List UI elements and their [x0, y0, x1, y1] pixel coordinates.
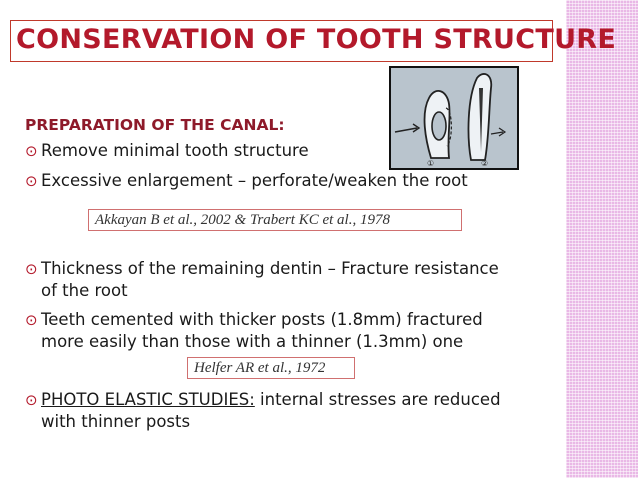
photo-elastic-heading: PHOTO ELASTIC STUDIES:: [41, 390, 255, 409]
bullet-text: [25, 389, 501, 411]
bullet-text-rest: internal stresses are reduced: [254, 390, 501, 409]
tooth-post-diagram-icon: [389, 66, 519, 170]
bullet-text-continued: with thinner posts: [41, 412, 191, 431]
bullet-text: Teeth cemented with thicker posts (1.8mm) fractured: [41, 310, 483, 329]
bullet-text: Excessive enlargement – perforate/weaken the root: [41, 171, 468, 190]
tooth-diagram-svg: [391, 68, 517, 168]
bullet-marker: ⊙: [25, 142, 38, 160]
decorative-side-band: [566, 0, 638, 478]
bullet-marker: ⊙: [25, 311, 38, 329]
citation-box: Helfer AR et al., 1972: [187, 357, 355, 379]
bullet-marker: ⊙: [25, 391, 38, 409]
bullet-text: Remove minimal tooth structure: [41, 141, 309, 160]
slide-title: CONSERVATION OF TOOTH STRUCTURE: [16, 24, 617, 55]
figure-label-1: ①: [427, 159, 435, 168]
figure-label-2: ②: [481, 159, 489, 168]
section-heading: PREPARATION OF THE CANAL:: [25, 116, 285, 134]
bullet-item: [25, 389, 501, 433]
bullet-text-continued: more easily than those with a thinner (1.3mm) one: [41, 332, 464, 351]
bullet-marker: ⊙: [25, 260, 38, 278]
bullet-item: [25, 309, 483, 353]
citation-box: Akkayan B et al., 2002 & Trabert KC et al., 1978: [88, 209, 462, 231]
bullet-text-continued: of the root: [41, 281, 128, 300]
bullet-text: Thickness of the remaining dentin – Fracture resistance: [41, 259, 499, 278]
bullet-marker: ⊙: [25, 172, 38, 190]
bullet-item: [25, 258, 499, 302]
bullet-item: [25, 170, 468, 192]
bullet-item: [25, 140, 309, 162]
